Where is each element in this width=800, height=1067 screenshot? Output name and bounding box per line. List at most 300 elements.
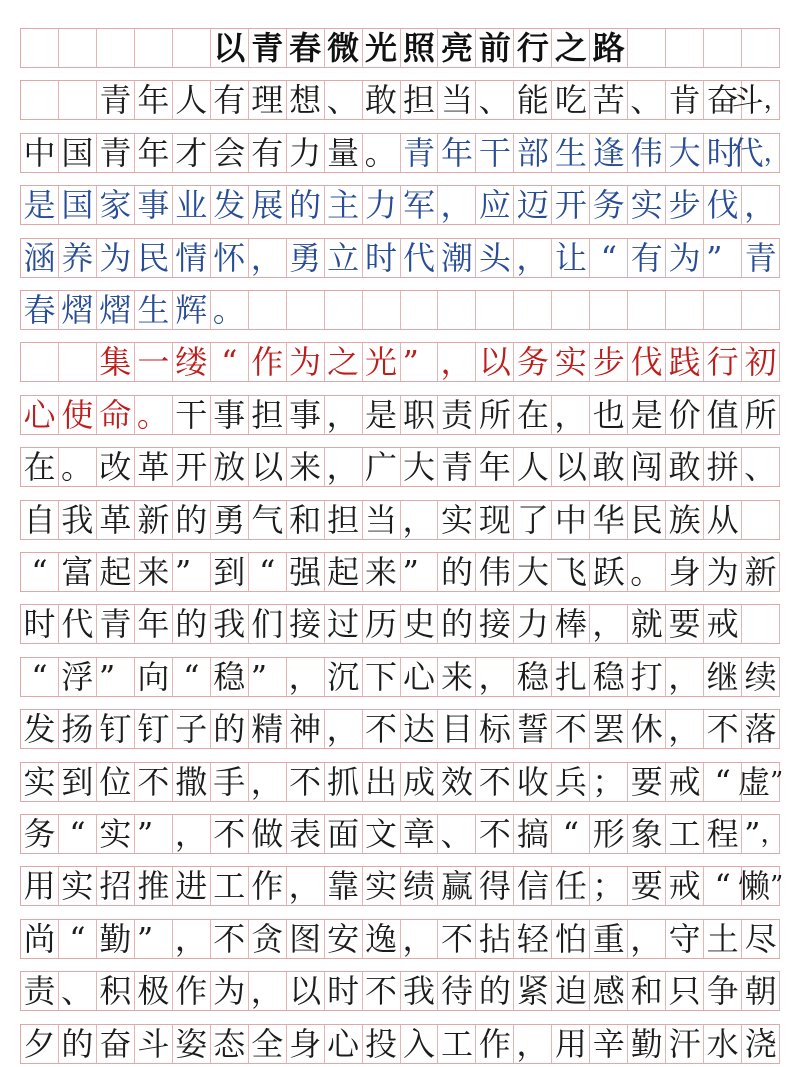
text-char: 务 [21, 815, 59, 853]
text-char: 。 [628, 553, 666, 591]
text-char: 向 [135, 658, 173, 696]
text-char: 姿 [173, 1025, 211, 1063]
text-char: 值 [704, 396, 742, 434]
text-char: 力 [363, 186, 401, 224]
text-char: 接 [287, 605, 325, 643]
text-char: 我 [401, 972, 439, 1010]
text-char: 发 [21, 710, 59, 748]
text-char: 任 [552, 867, 590, 905]
text-char: ， [325, 396, 363, 434]
text-char: 靠 [325, 867, 363, 905]
text-char: 伟 [628, 134, 666, 172]
text-char: 年 [135, 134, 173, 172]
title-char: 光 [363, 29, 401, 67]
grid-cell [628, 29, 666, 67]
text-char: 养 [59, 239, 97, 277]
text-char: 的 [211, 710, 249, 748]
text-char: 气 [249, 501, 287, 539]
text-char: 下 [363, 658, 401, 696]
text-char: 信 [514, 867, 552, 905]
text-char: 新 [135, 501, 173, 539]
text-char: 时 [363, 239, 401, 277]
text-char: 当 [438, 81, 476, 119]
grid-cell [97, 29, 135, 67]
text-char: 继 [704, 658, 742, 696]
text-char: 家 [97, 186, 135, 224]
text-line [20, 552, 780, 592]
text-char: 国 [59, 186, 97, 224]
text-char: 拼 [704, 448, 742, 486]
text-char: 以 [287, 972, 325, 1010]
text-char: 效 [438, 763, 476, 801]
text-char: 实 [59, 867, 97, 905]
text-char: 要 [628, 763, 666, 801]
text-char: 苦 [590, 81, 628, 119]
text-char: 年 [135, 605, 173, 643]
text-char: “ [704, 763, 742, 801]
text-char: 迫 [552, 972, 590, 1010]
text-line [20, 447, 780, 487]
grid-cell [438, 291, 476, 329]
title-char: 微 [325, 29, 363, 67]
text-char: 朝 [742, 972, 780, 1010]
text-char: 身 [666, 553, 704, 591]
text-char: 、 [59, 972, 97, 1010]
text-char: 尽 [742, 920, 780, 958]
text-char: 实 [21, 763, 59, 801]
text-char: 来 [363, 553, 401, 591]
text-char: 浮 [59, 658, 97, 696]
text-char: 的 [476, 972, 514, 1010]
text-char: 不 [476, 815, 514, 853]
text-char: 改 [97, 448, 135, 486]
text-char: 章 [401, 815, 439, 853]
text-char: 国 [59, 134, 97, 172]
text-char: 起 [325, 553, 363, 591]
text-char: 扎 [552, 658, 590, 696]
text-char: 不 [438, 920, 476, 958]
text-char: 人 [173, 81, 211, 119]
grid-cell [21, 81, 59, 119]
text-char: 。 [135, 396, 173, 434]
title-char: 照 [401, 29, 439, 67]
text-char: 懒 ” [737, 867, 784, 906]
text-char: 作 [173, 972, 211, 1010]
text-char: 进 [173, 867, 211, 905]
text-char: 敢 [363, 81, 401, 119]
text-char: 入 [401, 1025, 439, 1063]
text-char: 、 [438, 815, 476, 853]
text-char: 打 [628, 658, 666, 696]
text-char: 不 [363, 710, 401, 748]
title-char: 路 [590, 29, 628, 67]
text-line [20, 500, 780, 540]
grid-cell [628, 291, 666, 329]
text-char: 过 [325, 605, 363, 643]
title-char: 亮 [438, 29, 476, 67]
text-char: 钉 [97, 710, 135, 748]
text-char: 量 [325, 134, 363, 172]
text-char: ， [173, 815, 211, 853]
text-char: 展 [249, 186, 287, 224]
text-char: 落 [742, 710, 780, 748]
text-char: 不 [135, 763, 173, 801]
text-char: 涵 [21, 239, 59, 277]
text-char: 要 [666, 605, 704, 643]
text-char: 放 [211, 448, 249, 486]
text-char: 争 [704, 972, 742, 1010]
title-char: 春 [287, 29, 325, 67]
grid-cell [552, 291, 590, 329]
text-char: ” [135, 920, 173, 958]
text-char: 为 [97, 239, 135, 277]
text-char: 命 [97, 396, 135, 434]
text-char: “ [590, 239, 628, 277]
text-char: 代 [59, 605, 97, 643]
text-char: ， [514, 1025, 552, 1063]
text-char: 勇 [211, 501, 249, 539]
text-char: 发 [211, 186, 249, 224]
text-char: 也 [590, 396, 628, 434]
text-char: 辉 [173, 291, 211, 329]
text-char: 守 [666, 920, 704, 958]
text-line [20, 185, 780, 225]
text-char: 程 [704, 815, 742, 853]
text-char: 春 [21, 291, 59, 329]
title-row [20, 28, 780, 68]
text-char: 强 [287, 553, 325, 591]
text-char: 集 [97, 343, 135, 381]
text-char: 青 [401, 134, 439, 172]
text-char: 在 [514, 396, 552, 434]
grid-cell [59, 81, 97, 119]
text-char: 逸 [363, 920, 401, 958]
text-char: 奋 [704, 81, 742, 119]
text-char: 践 [666, 343, 704, 381]
title-char: 行 [514, 29, 552, 67]
text-char: 生 [135, 291, 173, 329]
text-char: 是 [363, 396, 401, 434]
text-line [20, 814, 787, 854]
text-char: 肯 [666, 81, 704, 119]
text-char: 们 [249, 605, 287, 643]
text-char: 担 [325, 501, 363, 539]
text-char: 出 [363, 763, 401, 801]
text-char: 革 [135, 448, 173, 486]
text-char: 力 [287, 134, 325, 172]
text-char: 稳 [590, 658, 628, 696]
text-char: 年 [438, 134, 476, 172]
text-char: 民 [135, 239, 173, 277]
text-char: “ [211, 343, 249, 381]
text-char: 熠 [97, 291, 135, 329]
text-char: 搞 [514, 815, 552, 853]
text-char: 我 [59, 501, 97, 539]
text-char: ， [249, 763, 287, 801]
text-char: 主 [325, 186, 363, 224]
text-char: 积 [97, 972, 135, 1010]
grid-cell [249, 291, 287, 329]
text-char: 心 [21, 396, 59, 434]
text-char: 。 [211, 291, 249, 329]
text-char: 人 [514, 448, 552, 486]
text-char: 初 [742, 343, 780, 381]
text-char: 时 [704, 134, 742, 172]
text-char: “ [21, 658, 59, 696]
text-char: 成 [401, 763, 439, 801]
text-char: 来 [135, 553, 173, 591]
text-char: 和 [287, 501, 325, 539]
text-char: 以 [476, 343, 514, 381]
grid-cell [21, 29, 59, 67]
text-char: 事 [287, 396, 325, 434]
text-char: 事 [211, 396, 249, 434]
text-char: 稳 [514, 658, 552, 696]
text-char: 青 [97, 605, 135, 643]
text-char: 工 [438, 1025, 476, 1063]
text-char: 民 [628, 501, 666, 539]
text-char: 做 [249, 815, 287, 853]
text-char: 青 [97, 134, 135, 172]
text-char: 实 [438, 501, 476, 539]
text-char: 伐 [628, 343, 666, 381]
text-char: 续 [742, 658, 780, 696]
text-char: 史 [401, 605, 439, 643]
text-char: 代 [401, 239, 439, 277]
text-char: 青 [742, 239, 780, 277]
text-char: 到 [59, 763, 97, 801]
text-char: 作 [249, 343, 287, 381]
text-char: 心 [325, 1025, 363, 1063]
text-char: 敢 [666, 448, 704, 486]
text-char: 到 [211, 553, 249, 591]
grid-cell [590, 291, 628, 329]
text-char: 扬 [59, 710, 97, 748]
text-char: “ [249, 553, 287, 591]
text-char: 、 [325, 81, 363, 119]
text-char: 头 [476, 239, 514, 277]
text-char: 勤 [628, 1025, 666, 1063]
text-char: 来 [438, 658, 476, 696]
grid-cell [59, 29, 97, 67]
grid-cell [363, 291, 401, 329]
text-char: 象 [628, 815, 666, 853]
text-line [20, 342, 780, 382]
text-char: 、 [628, 81, 666, 119]
text-char: 抓 [325, 763, 363, 801]
text-char: 年 [135, 81, 173, 119]
text-char: 、 [476, 81, 514, 119]
text-char: 担 [401, 81, 439, 119]
grid-cell [666, 291, 704, 329]
grid-cell [173, 29, 211, 67]
text-char: 作 [476, 1025, 514, 1063]
text-char: 年 [476, 448, 514, 486]
text-char: 戒 [666, 763, 704, 801]
text-char: 一 [135, 343, 173, 381]
text-char: 目 [438, 710, 476, 748]
text-char: ” [769, 766, 784, 797]
text-char: ， [249, 239, 287, 277]
text-char: 怕 [552, 920, 590, 958]
text-char: 革 [97, 501, 135, 539]
text-char: 开 [173, 448, 211, 486]
title-char: 青 [249, 29, 287, 67]
text-char: 誓 [514, 710, 552, 748]
text-char: 大 [514, 553, 552, 591]
text-char: 责 [21, 972, 59, 1010]
text-char: 让 [552, 239, 590, 277]
text-char: 感 [590, 972, 628, 1010]
text-char: 力 [514, 605, 552, 643]
text-char: 达 [401, 710, 439, 748]
text-line [20, 657, 780, 697]
text-char: 斗 [135, 1025, 173, 1063]
text-line [20, 919, 780, 959]
text-line [20, 238, 780, 278]
text-line [20, 80, 790, 120]
text-char: 伐 [704, 186, 742, 224]
text-char: ， [173, 920, 211, 958]
text-char: 用 [21, 867, 59, 905]
text-char: “ [173, 658, 211, 696]
text-char: 罢 [590, 710, 628, 748]
text-char: 辛 [590, 1025, 628, 1063]
text-char: 标 [476, 710, 514, 748]
text-char: ， [476, 658, 514, 696]
text-char: ， [249, 972, 287, 1010]
text-char: ， [438, 186, 476, 224]
text-char: ， [742, 186, 780, 224]
text-char: 务 [514, 343, 552, 381]
text-char: 奋 [97, 1025, 135, 1063]
text-char: 青 [97, 81, 135, 119]
text-char: ” [704, 239, 742, 277]
text-char: ， [325, 448, 363, 486]
text-char: 才 [173, 134, 211, 172]
text-char: 赢 [438, 867, 476, 905]
text-char: 以 [552, 448, 590, 486]
text-char: 紧 [514, 972, 552, 1010]
text-char: 怀 [211, 239, 249, 277]
text-char: 不 [211, 920, 249, 958]
text-char: 全 [249, 1025, 287, 1063]
grid-cell [59, 343, 97, 381]
text-char: 情 [173, 239, 211, 277]
text-char: 安 [325, 920, 363, 958]
grid-cell [742, 501, 780, 539]
text-line [20, 395, 780, 435]
text-char: 富 [59, 553, 97, 591]
text-char: “ [21, 553, 59, 591]
grid-cell [742, 605, 780, 643]
text-char: 缕 [173, 343, 211, 381]
text-char: 汗 [666, 1025, 704, 1063]
text-char: 实 [97, 815, 135, 853]
text-char: 了 [514, 501, 552, 539]
text-char: ， [287, 658, 325, 696]
text-char: 有 [249, 134, 287, 172]
text-char: 有 [211, 81, 249, 119]
text-char: 心 [401, 658, 439, 696]
text-char: 稳 [211, 658, 249, 696]
text-char: 大 [666, 134, 704, 172]
text-char: ” [401, 343, 439, 381]
text-char: 撒 [173, 763, 211, 801]
text-char: 跃 [590, 553, 628, 591]
grid-cell [704, 29, 742, 67]
text-char: 不 [363, 972, 401, 1010]
text-char: 所 [742, 396, 780, 434]
text-char: 在 [21, 448, 59, 486]
text-char: ， [552, 396, 590, 434]
text-char: 形 [590, 815, 628, 853]
text-char: 会 [211, 134, 249, 172]
text-char: 神 [287, 710, 325, 748]
text-char: 能 [514, 81, 552, 119]
text-char: 光 [363, 343, 401, 381]
text-char: 来 [287, 448, 325, 486]
text-char: 业 [173, 186, 211, 224]
text-char: 当 [363, 501, 401, 539]
text-char: 实 [628, 186, 666, 224]
text-char: 历 [363, 605, 401, 643]
text-char: 钉 [135, 710, 173, 748]
text-char: 不 [704, 710, 742, 748]
text-char: 华 [590, 501, 628, 539]
text-char: ； [590, 867, 628, 905]
text-char: ” [769, 871, 784, 902]
text-char: 开 [552, 186, 590, 224]
text-char: 轻 [514, 920, 552, 958]
text-char: 。 [363, 134, 401, 172]
text-char: “ [59, 920, 97, 958]
text-char: 和 [628, 972, 666, 1010]
text-char: ， [666, 658, 704, 696]
text-char: 戒 [704, 605, 742, 643]
text-char: 土 [704, 920, 742, 958]
text-char: ， [763, 137, 790, 168]
text-char: 为 [287, 343, 325, 381]
text-char: 夕 [21, 1025, 59, 1063]
text-char: 我 [211, 605, 249, 643]
text-char: 作 [249, 867, 287, 905]
text-char: 勇 [287, 239, 325, 277]
text-char: 之 [325, 343, 363, 381]
text-char: ， [666, 710, 704, 748]
text-char: “ [704, 867, 742, 905]
text-char: 工 [211, 867, 249, 905]
text-char: 时 [21, 605, 59, 643]
text-line [20, 866, 784, 906]
text-char: 迈 [514, 186, 552, 224]
text-char: 就 [628, 605, 666, 643]
text-char: 实 [552, 343, 590, 381]
text-char: ， [438, 343, 476, 381]
text-line [20, 971, 780, 1011]
grid-cell [742, 29, 780, 67]
text-char: 实 [363, 867, 401, 905]
text-char: 步 [666, 186, 704, 224]
text-char: 应 [476, 186, 514, 224]
text-char: ” [401, 553, 439, 591]
text-line [20, 762, 784, 802]
text-char: 自 [21, 501, 59, 539]
text-char: ” [135, 815, 173, 853]
title-char: 之 [552, 29, 590, 67]
text-char: 敢 [590, 448, 628, 486]
text-char: 尚 [21, 920, 59, 958]
